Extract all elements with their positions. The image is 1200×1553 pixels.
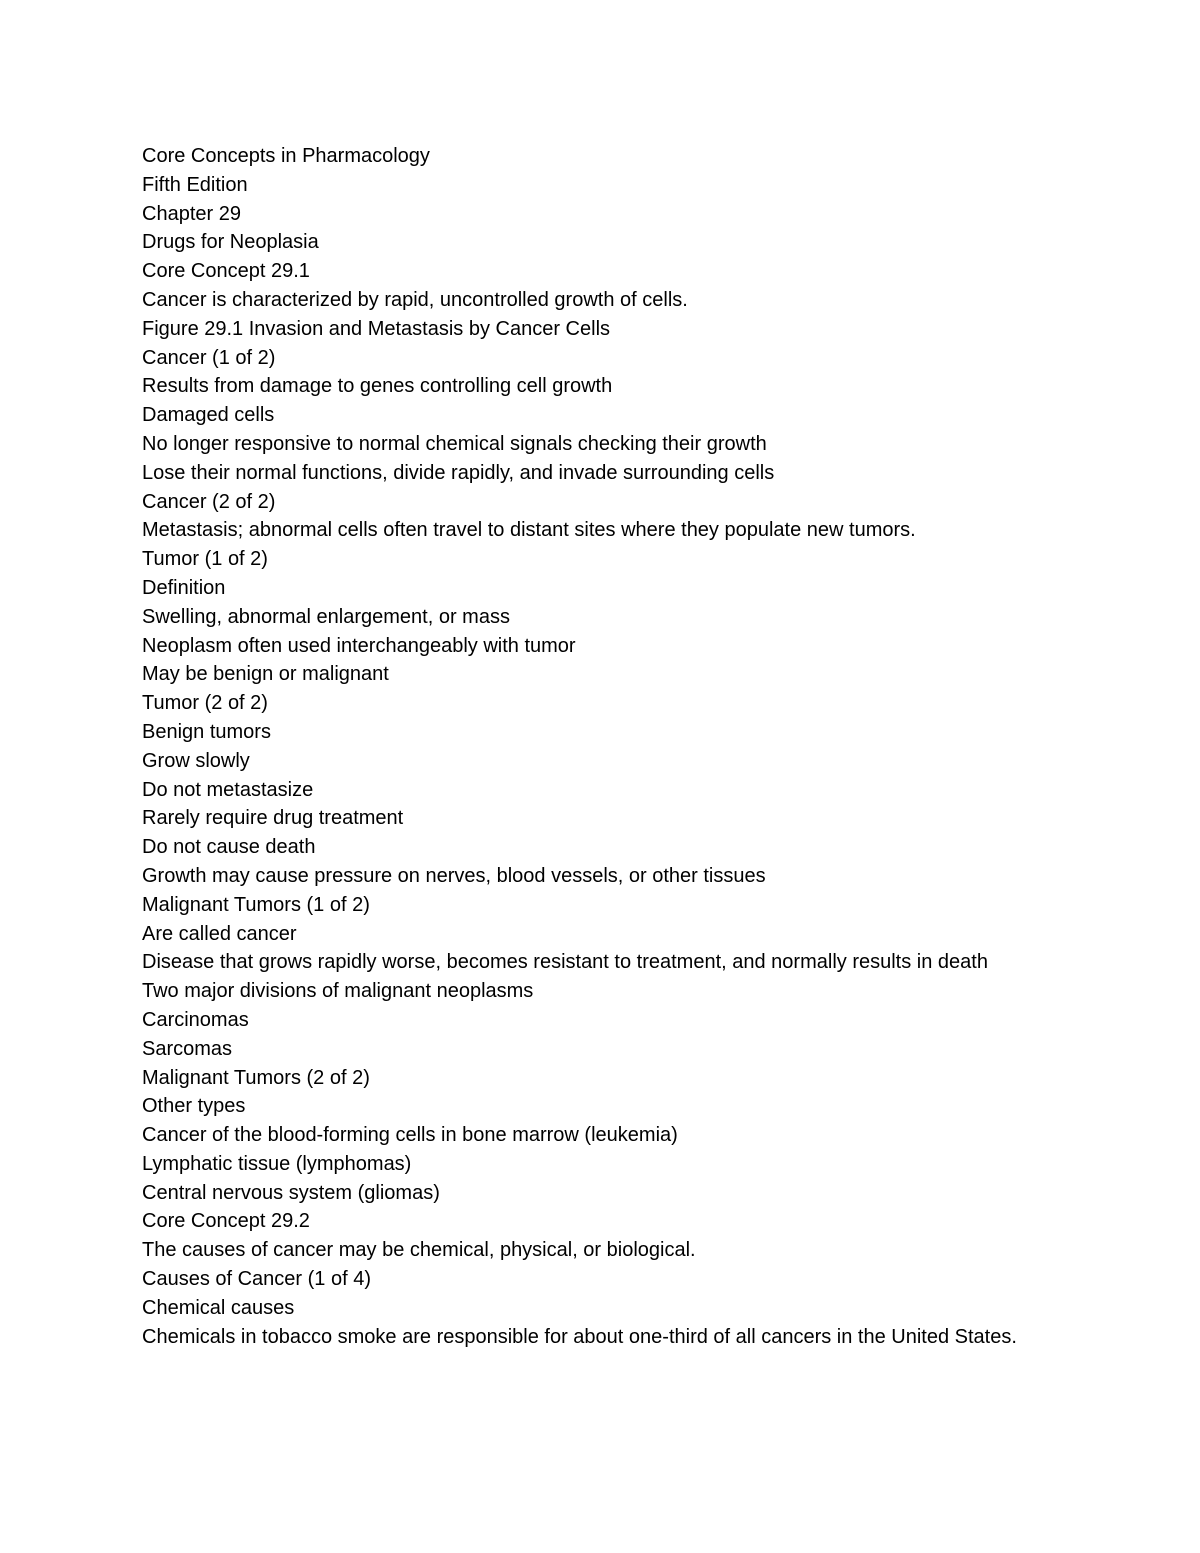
text-line: Figure 29.1 Invasion and Metastasis by Cancer Cells: [142, 317, 611, 340]
text-line: Central nervous system (gliomas): [142, 1181, 440, 1204]
text-line: Swelling, abnormal enlargement, or mass: [142, 605, 510, 628]
text-line: Core Concept 29.2: [142, 1210, 310, 1233]
text-line: Lymphatic tissue (lymphomas): [142, 1152, 412, 1175]
text-line: Damaged cells: [142, 404, 275, 427]
text-line: Cancer (1 of 2): [142, 346, 276, 369]
text-line: Carcinomas: [142, 1008, 249, 1031]
text-line: Chemical causes: [142, 1296, 295, 1319]
edition-line: Fifth Edition: [142, 173, 248, 196]
document-body: [142, 142, 1042, 1351]
text-line: May be benign or malignant: [142, 663, 389, 686]
chapter-title: Drugs for Neoplasia: [142, 231, 319, 254]
text-line: Results from damage to genes controlling cell growth: [142, 375, 613, 398]
text-line: The causes of cancer may be chemical, physical, or biological.: [142, 1239, 696, 1262]
text-line: Two major divisions of malignant neoplasms: [142, 980, 534, 1003]
text-line: Growth may cause pressure on nerves, blood vessels, or other tissues: [142, 864, 766, 887]
text-line: Core Concept 29.1: [142, 260, 310, 283]
text-line: Tumor (1 of 2): [142, 548, 268, 571]
text-line: Benign tumors: [142, 720, 271, 743]
chapter-line: Chapter 29: [142, 202, 241, 225]
text-line: Rarely require drug treatment: [142, 807, 404, 830]
text-line: Are called cancer: [142, 922, 297, 945]
text-line: Cancer of the blood-forming cells in bone marrow (leukemia): [142, 1124, 678, 1147]
text-line: Do not metastasize: [142, 778, 314, 801]
text-line: Disease that grows rapidly worse, becomes resistant to treatment, and normally results in death: [142, 951, 988, 974]
text-line: Malignant Tumors (1 of 2): [142, 893, 370, 916]
text-line: Causes of Cancer (1 of 4): [142, 1268, 371, 1291]
text-line: Tumor (2 of 2): [142, 692, 268, 715]
text-line: Cancer is characterized by rapid, uncontrolled growth of cells.: [142, 288, 688, 311]
text-line: Chemicals in tobacco smoke are responsible for about one-third of all cancers in the United States.: [142, 1325, 1017, 1348]
text-line: Malignant Tumors (2 of 2): [142, 1066, 370, 1089]
text-line: Metastasis; abnormal cells often travel to distant sites where they populate new tumors.: [142, 519, 916, 542]
text-line: Lose their normal functions, divide rapidly, and invade surrounding cells: [142, 461, 775, 484]
text-line: Definition: [142, 576, 226, 599]
text-line: Other types: [142, 1095, 246, 1118]
text-line: Sarcomas: [142, 1037, 233, 1060]
text-line: Neoplasm often used interchangeably with tumor: [142, 634, 576, 657]
text-line: Cancer (2 of 2): [142, 490, 276, 513]
text-line: Do not cause death: [142, 836, 316, 859]
document-title: Core Concepts in Pharmacology: [142, 145, 430, 167]
text-line: Grow slowly: [142, 749, 250, 772]
text-line: No longer responsive to normal chemical signals checking their growth: [142, 432, 767, 455]
